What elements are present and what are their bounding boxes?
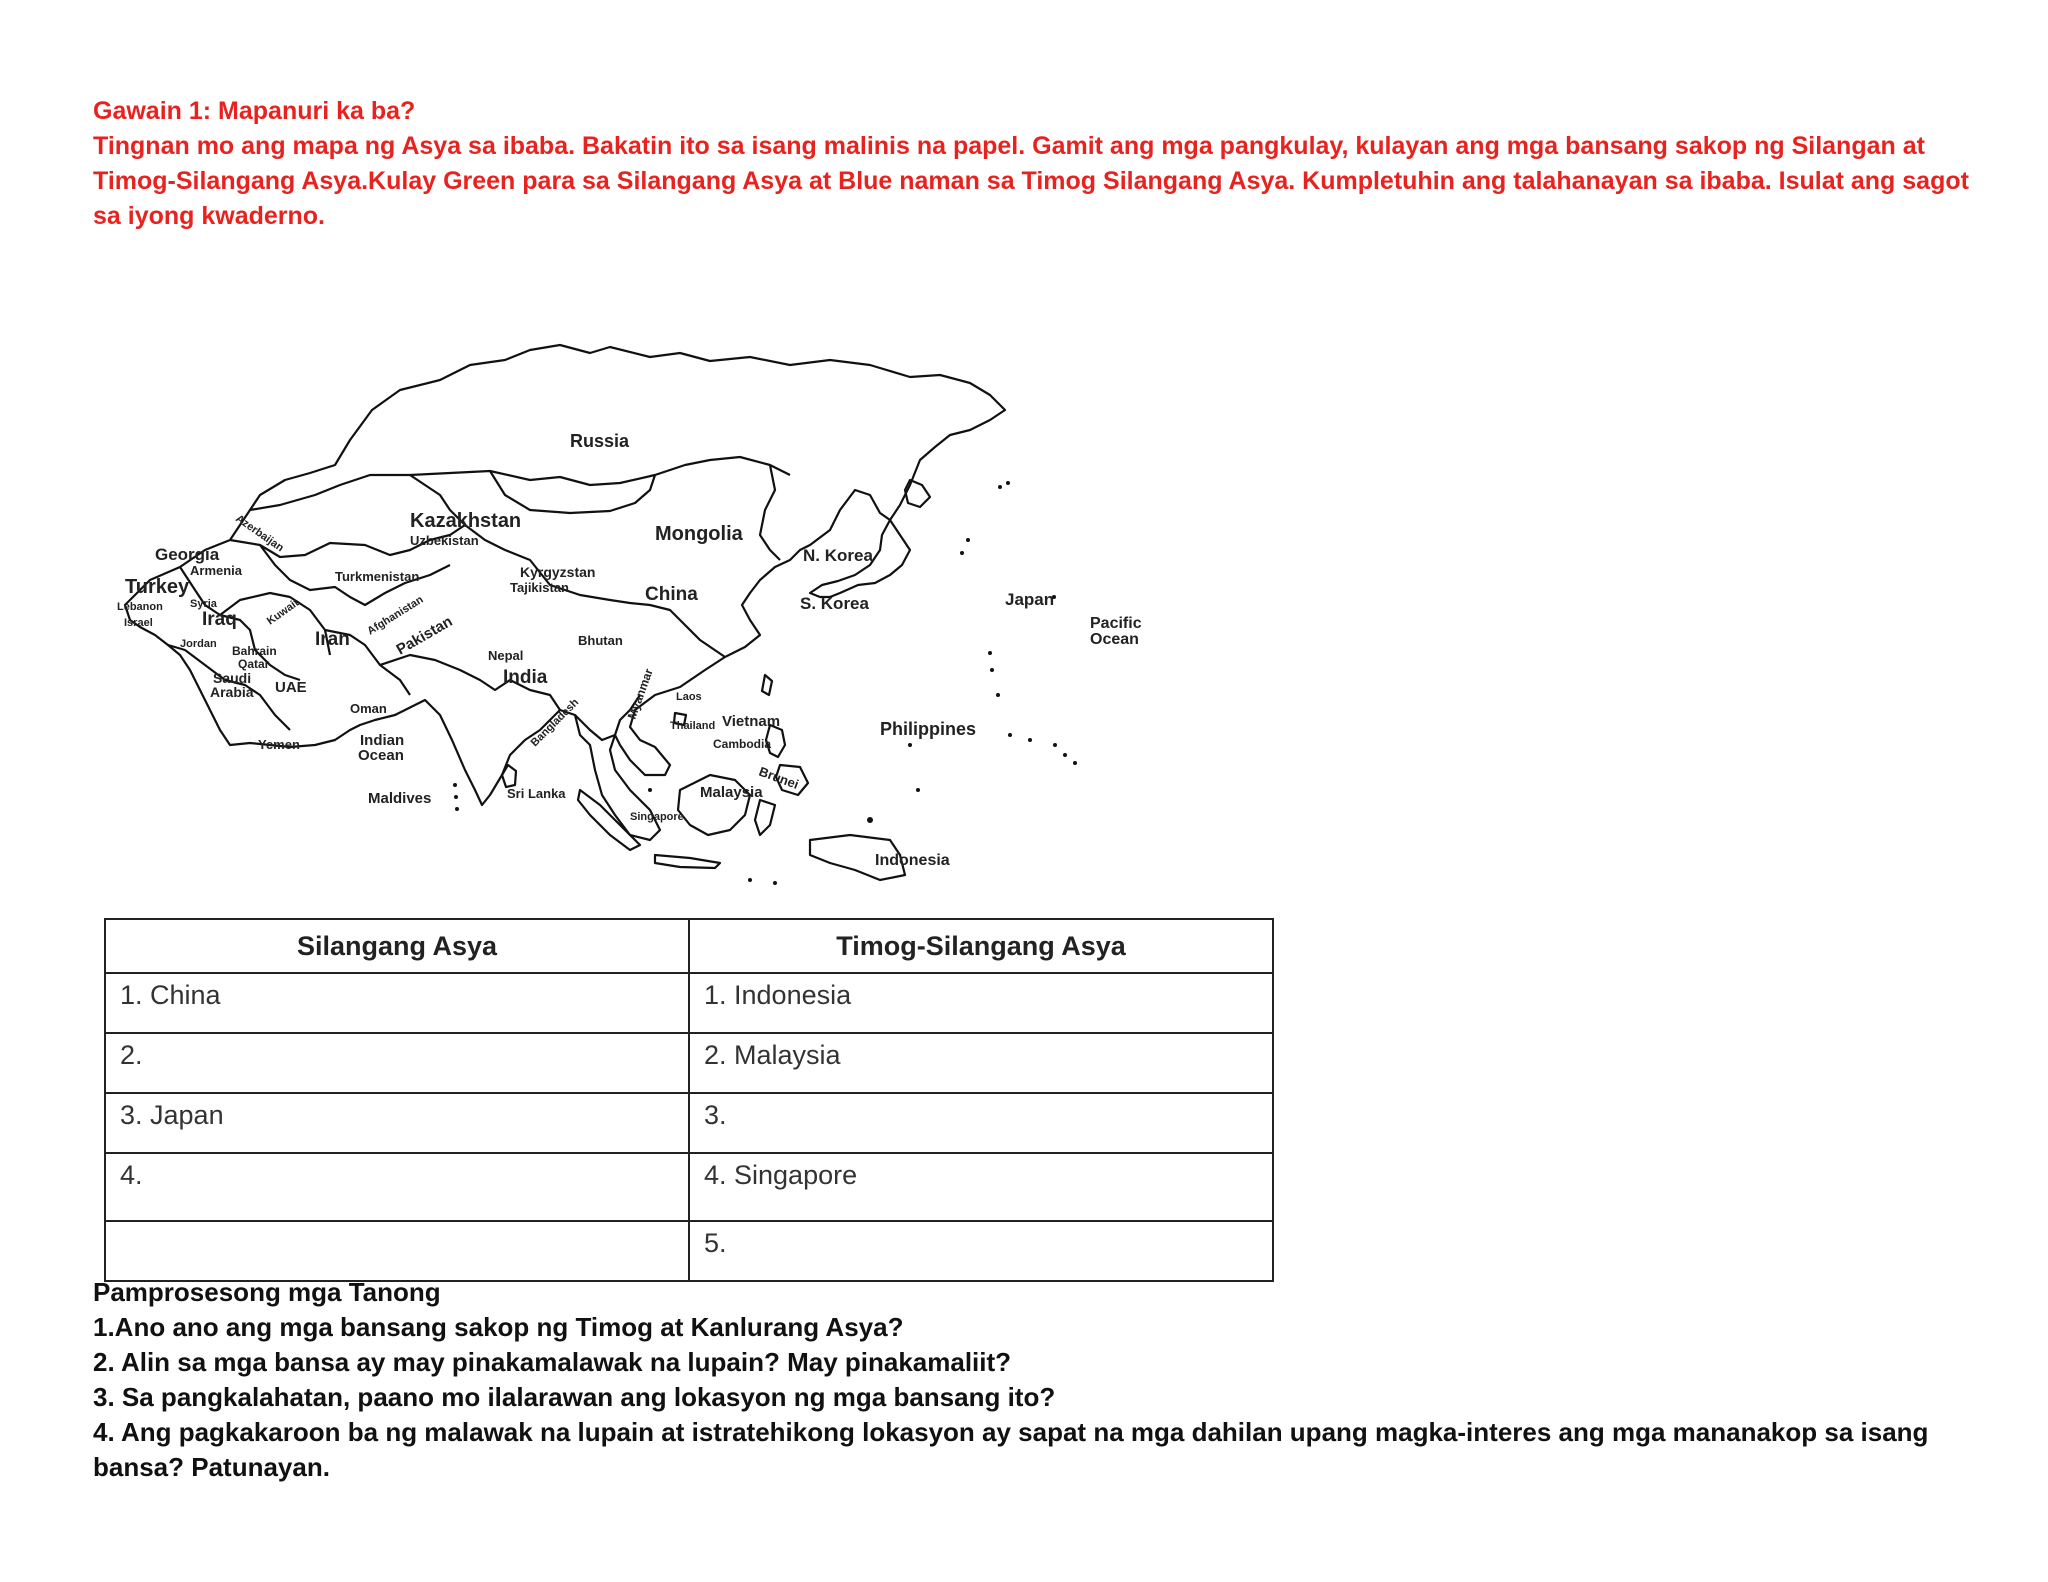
table-cell: 3. Japan [105, 1093, 689, 1153]
label-bahrain: Bahrain [232, 644, 277, 658]
questions-heading: Pamprosesong mga Tanong [93, 1277, 441, 1307]
label-laos: Laos [676, 691, 702, 703]
table-cell: 4. [105, 1153, 689, 1221]
activity-instructions: Tingnan mo ang mapa ng Asya sa ibaba. Bakatin ito sa isang malinis na papel. Gamit ang mga pangkulay, kulayan ang mga bansang sakop ng Silangan at Timog-Silangang Asya.Kulay Green para sa Silangang Asya at Blue naman sa Timog Silangang Asya. Kumpletuhin ang talahanayan sa ibaba. Isulat ang sagot sa iyong kwaderno. [93, 132, 1969, 230]
table-cell: 4. Singapore [689, 1153, 1273, 1221]
label-indian-ocean-2: Ocean [358, 747, 404, 764]
label-tajikistan: Tajikistan [510, 580, 570, 595]
sulawesi [755, 800, 775, 835]
table-cell [105, 1221, 689, 1281]
label-nepal: Nepal [488, 648, 524, 663]
table-cell: 2. [105, 1033, 689, 1093]
label-bhutan: Bhutan [578, 633, 623, 648]
label-china: China [645, 584, 698, 605]
asia-map [110, 335, 1240, 895]
label-sri-lanka: Sri Lanka [507, 786, 566, 801]
label-pacific-ocean-2: Ocean [1090, 631, 1139, 648]
processing-questions [93, 1275, 1973, 1485]
border-koreas [760, 465, 780, 560]
table-header-timog-silangang-asya: Timog-Silangang Asya [689, 919, 1273, 973]
table-cell: 2. Malaysia [689, 1033, 1273, 1093]
asia-map-svg [110, 335, 1240, 895]
label-kyrgyzstan: Kyrgyzstan [520, 564, 596, 580]
label-yemen: Yemen [258, 737, 300, 752]
label-saudi-2: Arabia [210, 684, 254, 700]
activity-instructions-block [93, 94, 1973, 234]
table-row [105, 1221, 1273, 1281]
java [655, 855, 720, 868]
label-israel: Israel [124, 617, 153, 629]
label-maldives: Maldives [368, 790, 432, 807]
label-russia: Russia [570, 431, 630, 451]
label-malaysia: Malaysia [700, 784, 763, 801]
table-row [105, 973, 1273, 1033]
border-russia-south [250, 457, 790, 510]
label-oman: Oman [350, 701, 387, 716]
question-item: 1.Ano ano ang mga bansang sakop ng Timog at Kanlurang Asya? [93, 1312, 904, 1342]
label-turkmenistan: Turkmenistan [335, 569, 420, 584]
label-saudi-1: Saudi [213, 670, 252, 686]
label-kuwait: Kuwait [264, 596, 302, 628]
taiwan [762, 675, 772, 695]
label-azerbaijan: Azerbaijan [233, 512, 286, 555]
label-myanmar: Myanmar [624, 666, 656, 722]
table-cell: 1. Indonesia [689, 973, 1273, 1033]
table-cell: 1. China [105, 973, 689, 1033]
label-singapore: Singapore [630, 811, 684, 823]
label-syria: Syria [190, 598, 217, 610]
label-indonesia: Indonesia [875, 852, 950, 869]
label-japan: Japan [1005, 590, 1055, 609]
label-india: India [503, 667, 548, 688]
table-cell: 3. [689, 1093, 1273, 1153]
label-cambodia: Cambodia [713, 737, 772, 751]
table-header-silangang-asya: Silangang Asya [105, 919, 689, 973]
label-vietnam: Vietnam [722, 713, 781, 730]
table-row [105, 1153, 1273, 1221]
label-n-korea: N. Korea [803, 546, 873, 565]
question-item: 3. Sa pangkalahatan, paano mo ilalarawan ang lokasyon ng mga bansang ito? [93, 1382, 1056, 1412]
label-s-korea: S. Korea [800, 594, 869, 613]
label-qatar: Qatar [238, 657, 270, 671]
label-pacific-ocean-1: Pacific [1090, 615, 1142, 632]
table-header-row [105, 919, 1273, 973]
label-bangladesh: Bangladesh [528, 696, 582, 750]
question-item: 4. Ang pagkakaroon ba ng malawak na lupain at istratehikong lokasyon ay sapat na mga dahilan upang magka-interes ang mga mananakop sa isang bansa? Patunayan. [93, 1417, 1929, 1482]
label-jordan: Jordan [180, 638, 217, 650]
table-cell: 5. [689, 1221, 1273, 1281]
label-brunei: Brunei [756, 763, 801, 792]
label-georgia: Georgia [155, 545, 220, 564]
table-row [105, 1033, 1273, 1093]
label-iran: Iran [315, 629, 350, 650]
label-uzbekistan: Uzbekistan [410, 533, 479, 548]
label-afghanistan: Afghanistan [365, 593, 426, 638]
label-lebanon: Lebanon [117, 601, 163, 613]
label-uae: UAE [275, 679, 307, 696]
label-armenia: Armenia [190, 563, 243, 578]
label-turkey: Turkey [125, 576, 190, 598]
label-thailand: Thailand [670, 720, 716, 732]
label-indian-ocean-1: Indian [360, 732, 405, 749]
label-iraq: Iraq [202, 609, 237, 630]
japan-north [905, 480, 930, 507]
label-pakistan: Pakistan [393, 612, 456, 659]
answer-table [104, 918, 1274, 1282]
activity-title: Gawain 1: Mapanuri ka ba? [93, 97, 416, 125]
label-kazakhstan: Kazakhstan [410, 510, 522, 532]
label-philippines: Philippines [880, 719, 977, 739]
label-mongolia: Mongolia [655, 523, 743, 545]
question-item: 2. Alin sa mga bansa ay may pinakamalawak na lupain? May pinakamaliit? [93, 1347, 1012, 1377]
table-row [105, 1093, 1273, 1153]
